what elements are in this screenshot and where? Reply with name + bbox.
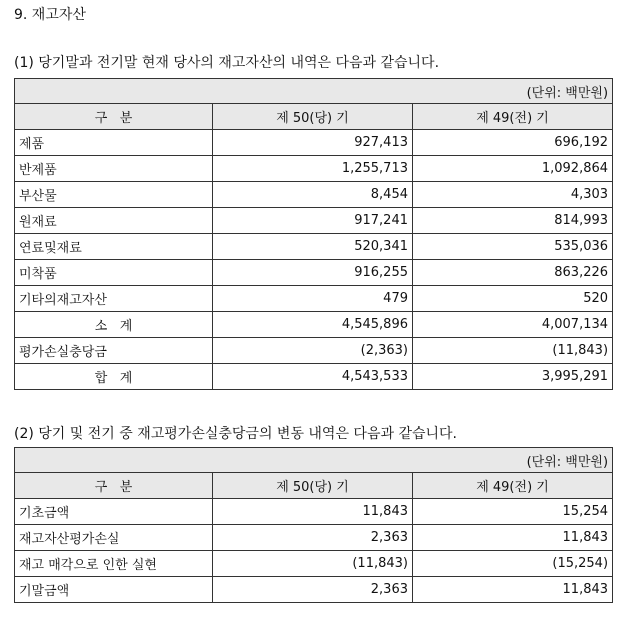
row-label: 기초금액 bbox=[15, 499, 213, 525]
prior-value: 4,007,134 bbox=[413, 312, 613, 338]
row-label: 부산물 bbox=[15, 182, 213, 208]
table-row bbox=[15, 286, 613, 312]
prior-value: 15,254 bbox=[413, 499, 613, 525]
current-value: 1,255,713 bbox=[213, 156, 413, 182]
table-row bbox=[15, 577, 613, 603]
current-value: (2,363) bbox=[213, 338, 413, 364]
header-row bbox=[15, 104, 613, 130]
current-value: 11,843 bbox=[213, 499, 413, 525]
table-row bbox=[15, 260, 613, 286]
table-row bbox=[15, 182, 613, 208]
current-value: 2,363 bbox=[213, 525, 413, 551]
current-value: 4,545,896 bbox=[213, 312, 413, 338]
prior-value: 520 bbox=[413, 286, 613, 312]
prior-value: (11,843) bbox=[413, 338, 613, 364]
header-category: 구 분 bbox=[15, 104, 213, 130]
current-value: 479 bbox=[213, 286, 413, 312]
prior-value: 863,226 bbox=[413, 260, 613, 286]
unit-label: (단위: 백만원) bbox=[15, 448, 613, 473]
row-label: 미착품 bbox=[15, 260, 213, 286]
prior-value: 3,995,291 bbox=[413, 364, 613, 390]
row-label: 기말금액 bbox=[15, 577, 213, 603]
current-value: 2,363 bbox=[213, 577, 413, 603]
table2-subtitle: (2) 당기 및 전기 중 재고평가손실충당금의 변동 내역은 다음과 같습니다. bbox=[14, 426, 458, 442]
header-row bbox=[15, 473, 613, 499]
table1-subtitle: (1) 당기말과 전기말 현재 당사의 재고자산의 내역은 다음과 같습니다. bbox=[14, 55, 440, 71]
row-label: 기타의재고자산 bbox=[15, 286, 213, 312]
prior-value: 11,843 bbox=[413, 577, 613, 603]
row-label: 연료및재료 bbox=[15, 234, 213, 260]
current-value: 520,341 bbox=[213, 234, 413, 260]
prior-value: 814,993 bbox=[413, 208, 613, 234]
table-row bbox=[15, 499, 613, 525]
row-label: 소 계 bbox=[15, 312, 213, 338]
row-label: 재고자산평가손실 bbox=[15, 525, 213, 551]
table-row bbox=[15, 338, 613, 364]
prior-value: 11,843 bbox=[413, 525, 613, 551]
subtotal-row bbox=[15, 312, 613, 338]
header-prior-period: 제 49(전) 기 bbox=[413, 473, 613, 499]
prior-value: 4,303 bbox=[413, 182, 613, 208]
total-row bbox=[15, 364, 613, 390]
row-label: 합 계 bbox=[15, 364, 213, 390]
prior-value: (15,254) bbox=[413, 551, 613, 577]
unit-label: (단위: 백만원) bbox=[15, 79, 613, 104]
row-label: 반제품 bbox=[15, 156, 213, 182]
prior-value: 1,092,864 bbox=[413, 156, 613, 182]
table-row bbox=[15, 156, 613, 182]
table-row bbox=[15, 234, 613, 260]
table-row bbox=[15, 525, 613, 551]
table-row bbox=[15, 208, 613, 234]
current-value: 917,241 bbox=[213, 208, 413, 234]
table-row bbox=[15, 130, 613, 156]
valuation-allowance-table bbox=[14, 447, 613, 603]
row-label: 원재료 bbox=[15, 208, 213, 234]
current-value: 8,454 bbox=[213, 182, 413, 208]
current-value: (11,843) bbox=[213, 551, 413, 577]
current-value: 4,543,533 bbox=[213, 364, 413, 390]
header-prior-period: 제 49(전) 기 bbox=[413, 104, 613, 130]
prior-value: 535,036 bbox=[413, 234, 613, 260]
prior-value: 696,192 bbox=[413, 130, 613, 156]
row-label: 제품 bbox=[15, 130, 213, 156]
header-category: 구 분 bbox=[15, 473, 213, 499]
header-current-period: 제 50(당) 기 bbox=[213, 104, 413, 130]
header-current-period: 제 50(당) 기 bbox=[213, 473, 413, 499]
current-value: 916,255 bbox=[213, 260, 413, 286]
row-label: 재고 매각으로 인한 실현 bbox=[15, 551, 213, 577]
table-row bbox=[15, 551, 613, 577]
inventory-breakdown-table bbox=[14, 78, 613, 390]
section-title: 9. 재고자산 bbox=[14, 7, 86, 23]
row-label: 평가손실충당금 bbox=[15, 338, 213, 364]
current-value: 927,413 bbox=[213, 130, 413, 156]
